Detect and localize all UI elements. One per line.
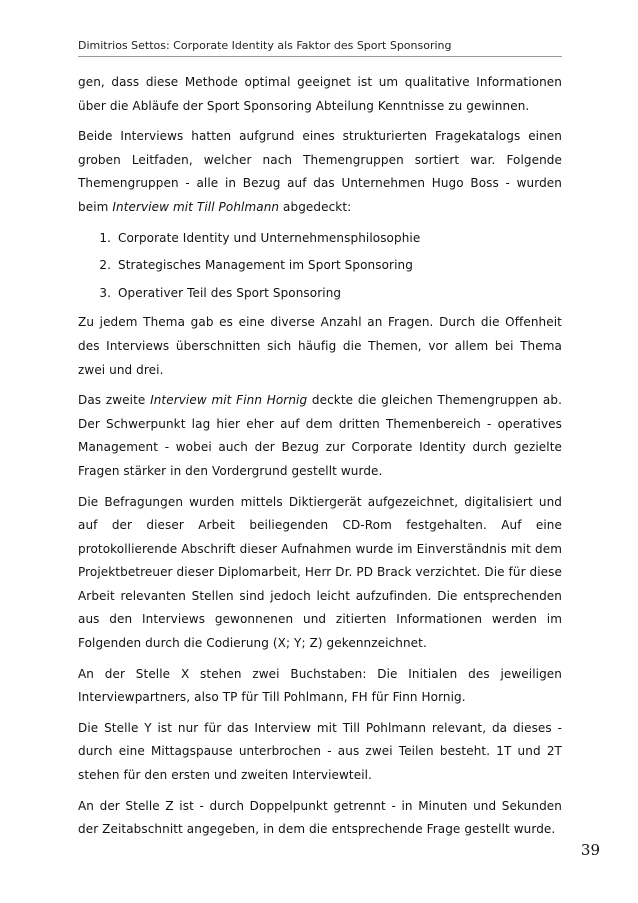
list-item: 3. Operativer Teil des Sport Sponsoring xyxy=(115,282,562,306)
paragraph-interview-structure-end: abgedeckt: xyxy=(279,199,352,214)
paragraph-questions: Zu jedem Thema gab es eine diverse Anzahl an Fragen. Durch die Offenheit des Interviews überschnitten sich häufig die Themen, vor allem bei Thema zwei und drei. xyxy=(78,315,562,377)
list-item: 1. Corporate Identity und Unternehmensphilosophie xyxy=(115,227,562,251)
page-number: 39 xyxy=(580,841,600,859)
interview-hornig-title: Interview mit Finn Hornig xyxy=(150,393,308,408)
running-header: Dimitrios Settos: Corporate Identity als Faktor des Sport Sponsoring xyxy=(78,39,562,57)
paragraph-interview-structure xyxy=(78,125,562,219)
paragraph-position-x: An der Stelle X stehen zwei Buchstaben: Die Initialen des jeweiligen Interviewpartners, also TP für Till Pohlmann, FH für Finn Hornig. xyxy=(78,666,562,705)
paragraph-second-interview-start: Das zweite xyxy=(78,393,151,408)
paragraph-second-interview-text: deckte die gleichen Themengruppen ab. Der Schwerpunkt lag hier eher auf dem dritten Themenbereich - operatives Management - wobei auch der Bezug zur Corporate Identity durch gezielte Fragen stärker in den Vordergrund gestellt wurde. xyxy=(78,393,562,478)
paragraph-interview-structure-text: Beide Interviews hatten aufgrund eines strukturierten Fragekatalogs einen groben Leitfaden, welcher nach Themengruppen sortiert war. Folgende Themengruppen - alle in Bezug auf das Unternehmen Hugo Boss - wurden beim xyxy=(78,129,562,214)
interview-pohlmann-title: Interview mit Till Pohlmann xyxy=(112,199,280,214)
list-item: 2. Strategisches Management im Sport Sponsoring xyxy=(115,254,562,278)
paragraph-second-interview xyxy=(78,389,562,483)
paragraph-position-y: Die Stelle Y ist nur für das Interview mit Till Pohlmann relevant, da dieses - durch eine Mittagspause unterbrochen - aus zwei Teilen besteht. 1T und 2T stehen für den ersten und zweiten Interviewteil. xyxy=(78,720,562,783)
paragraph-recording: Die Befragungen wurden mittels Diktiergerät aufgezeichnet, digitalisiert und auf der dieser Arbeit beiliegenden CD-Rom festgehalten. Auf eine protokollierende Abschrift dieser Aufnahmen wurde im Einverständnis mit dem Projektbetreuer dieser Diplomarbeit, Herr Dr. PD Brack verzichtet. Die für diese Arbeit relevanten Stellen sind jedoch leicht aufzufinden. Die entsprechenden aus den Interviews gewonnenen und zitierten Informationen werden im Folgenden durch die Codierung (X; Y; Z) gekennzeichnet. xyxy=(78,494,562,651)
topic-group-list xyxy=(78,227,562,306)
paragraph-position-z: An der Stelle Z ist - durch Doppelpunkt getrennt - in Minuten und Sekunden der Zeitabschnitt angegeben, in dem die entsprechende Frage gestellt wurde. xyxy=(78,798,562,837)
body-text xyxy=(78,71,562,842)
paragraph-method: gen, dass diese Methode optimal geeignet ist um qualitative Informationen über die Abläufe der Sport Sponsoring Abteilung Kenntnisse zu gewinnen. xyxy=(78,75,562,113)
